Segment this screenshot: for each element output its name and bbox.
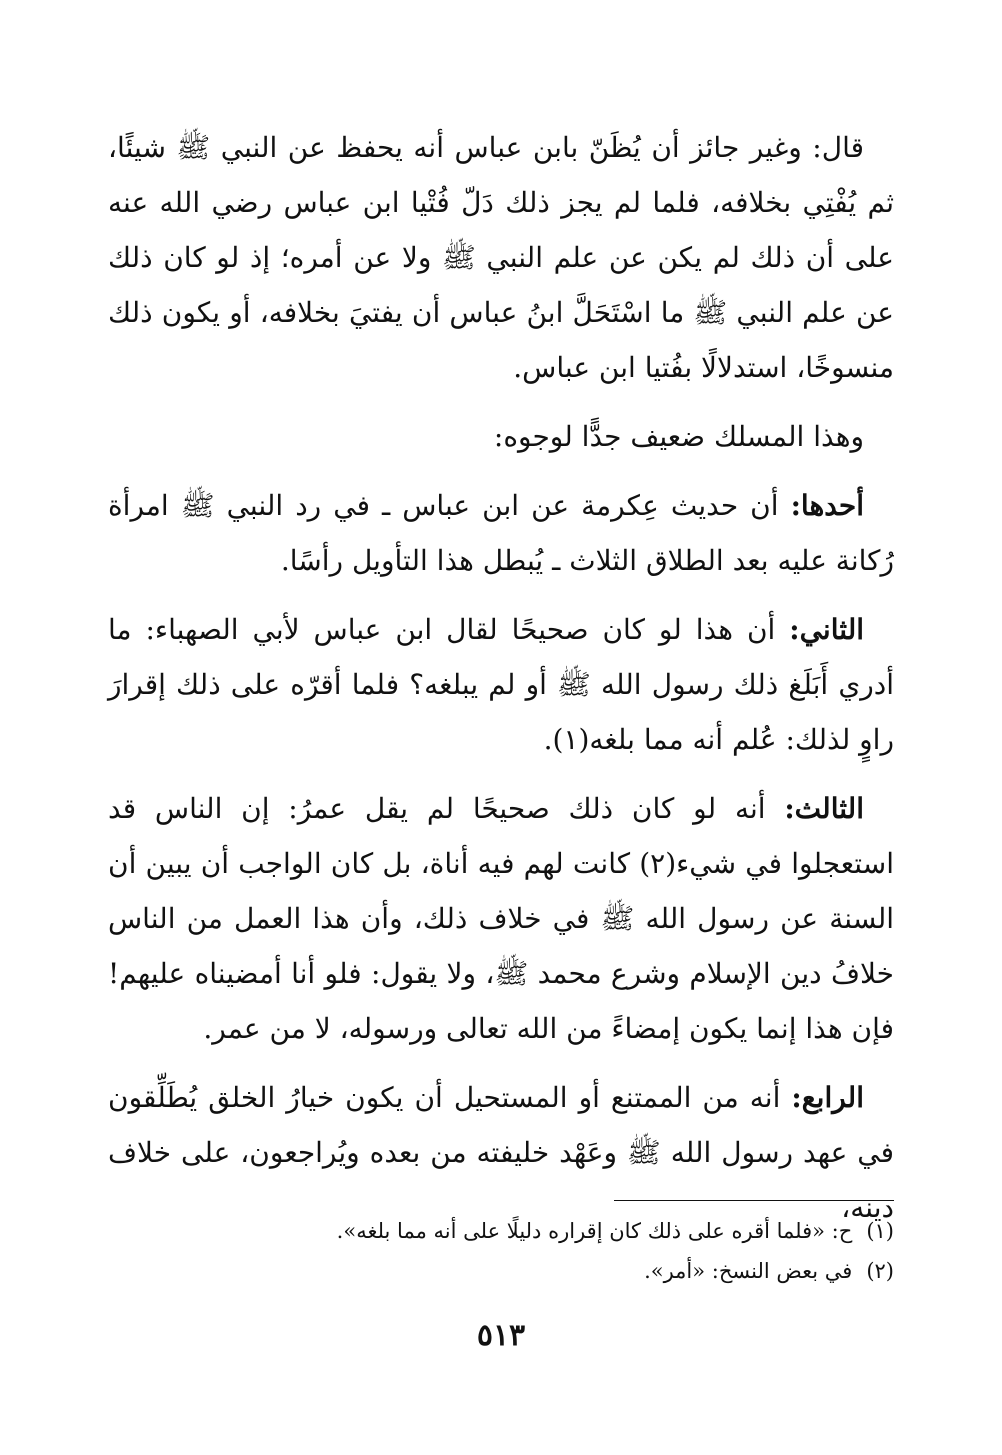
paragraph-5 — [108, 781, 894, 1056]
paragraph-2 — [108, 409, 894, 464]
paragraph-text: أنه من الممتنع أو المستحيل أن يكون خيارُ الخلق يُطَلِّقون في عهد رسول الله ﷺ وعَهْد خليفته من بعده ويُراجعون، على خلاف دينه، — [108, 1081, 894, 1224]
paragraph-1 — [108, 120, 894, 395]
footnotes — [108, 1214, 894, 1294]
paragraph-3 — [108, 478, 894, 588]
page-body — [108, 120, 894, 1249]
paragraph-lead: الثاني: — [789, 613, 865, 646]
paragraph-lead: الثالث: — [784, 792, 864, 825]
paragraph-text: أن هذا لو كان صحيحًا لقال ابن عباس لأبي الصهباء: ما أدري أَبَلَغ ذلك رسول الله ﷺ أو لم يبلغه؟ فلما أقرّه على ذلك إقرارَ راوٍ لذلك: عُلم أنه مما بلغه(١). — [108, 613, 894, 756]
paragraph-6 — [108, 1070, 894, 1235]
paragraph-4 — [108, 602, 894, 767]
paragraph-lead: الرابع: — [791, 1081, 864, 1114]
paragraph-text: قال: وغير جائز أن يُظَنّ بابن عباس أنه يحفظ عن النبي ﷺ شيئًا، ثم يُفْتِي بخلافه، فلما لم يجز ذلك دَلّ فُتْيا ابن عباس رضي الله عنه على أن ذلك لم يكن عن علم النبي ﷺ ولا عن أمره؛ إذ لو كان ذلك عن علم النبي ﷺ ما اسْتَحَلَّ ابنُ عباس أن يفتيَ بخلافه، أو يكون ذلك منسوخًا، استدلالًا بفُتيا ابن عباس. — [108, 131, 894, 384]
paragraph-text: أنه لو كان ذلك صحيحًا لم يقل عمرُ: إن الناس قد استعجلوا في شيء(٢) كانت لهم فيه أناة، بل كان الواجب أن يبين أن السنة عن رسول الله ﷺ في خلاف ذلك، وأن هذا العمل من الناس خلافُ دين الإسلام وشرع محمد ﷺ، ولا يقول: فلو أنا أمضيناه عليهم! فإن هذا إنما يكون إمضاءً من الله تعالى ورسوله، لا من عمر. — [108, 792, 894, 1045]
footnote-number: (٢) — [866, 1259, 894, 1283]
footnote-number: (١) — [866, 1219, 894, 1243]
footnote-2 — [108, 1254, 894, 1288]
paragraph-text: أن حديث عِكرمة عن ابن عباس ـ في رد النبي ﷺ امرأة رُكانة عليه بعد الطلاق الثلاث ـ يُبطل هذا التأويل رأسًا. — [108, 489, 894, 577]
footnote-1 — [108, 1214, 894, 1248]
footnote-text: في بعض النسخ: «أمر». — [644, 1259, 853, 1283]
footnote-text: ح: «فلما أقره على ذلك كان إقراره دليلًا على أنه مما بلغه». — [336, 1219, 853, 1243]
paragraph-lead: أحدها: — [790, 489, 864, 522]
page-number: ٥١٣ — [476, 1318, 526, 1353]
paragraph-text: وهذا المسلك ضعيف جدًّا لوجوه: — [493, 420, 864, 453]
footnote-divider — [614, 1200, 894, 1201]
